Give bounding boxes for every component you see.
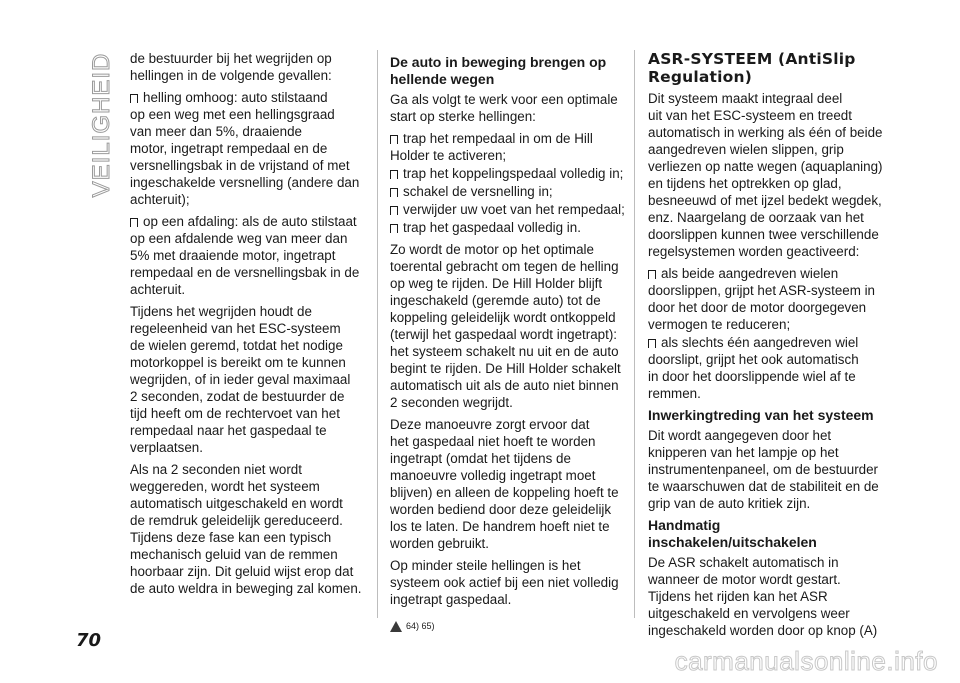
paragraph: Zo wordt de motor op het optimale toerental gebracht om tegen de helling op weg te rijden. De Hill Holder blijft ingeschakeld (geremde auto) tot de koppeling geleidelijk wordt ontkoppeld (terwijl het gaspedaal wordt ingetrapt): het systeem schakelt nu uit en de auto begint te rijden. De Hill Holder schakelt automatisch uit als de auto niet binnen 2 seconden wegrijdt. [390, 242, 621, 410]
column-2 [390, 50, 625, 635]
warning-triangle-icon [390, 621, 402, 632]
page-number: 70 [76, 630, 102, 651]
column-1 [130, 50, 362, 602]
section-heading: ASR-SYSTEEM (AntiSlip Regulation) [648, 50, 856, 86]
column-3 [648, 50, 883, 644]
column-divider [634, 50, 635, 618]
paragraph: Als na 2 seconden niet wordt weggereden, wordt het systeem automatisch uitgeschakeld en wordt de remdruk geleidelijk gereduceerd. Tijdens deze fase kan een typisch mechanisch geluid van de remmen hoorbaar zijn. Dit geluid wijst erop dat de auto weldra in beweging zal komen. [130, 462, 362, 596]
bullet-item: trap het rempedaal in om de Hill Holder te activeren; [390, 130, 622, 164]
paragraph: de bestuurder bij het wegrijden op hellingen in de volgende gevallen: [130, 51, 332, 83]
section-heading: De auto in beweging brengen op hellende wegen [390, 54, 607, 87]
paragraph: De ASR schakelt automatisch in wanneer de motor wordt gestart. Tijdens het rijden kan het ASR uitgeschakeld en vervolgens weer ingeschakeld worden door op knop (A) [648, 555, 878, 638]
paragraph: Tijdens het wegrijden houdt de regeleenheid van het ESC-systeem de wielen geremd, totdat het nodige motorkoppel is bereikt om te kunnen wegrijden, of in ieder geval maximaal 2 seconden, zodat de bestuurder de tijd heeft om de rechtervoet van het rempedaal naar het gaspedaal te verplaatsen. [130, 304, 351, 455]
paragraph: Deze manoeuvre zorgt ervoor dat het gaspedaal niet hoeft te worden ingetrapt (omdat het tijdens de manoeuvre volledig ingetrapt moet blijven) en alleen de koppeling hoeft te worden bediend door deze geleidelijk los te laten. De handrem hoeft niet te worden gebruikt. [390, 417, 619, 551]
subsection-heading: Handmatig inschakelen/uitschakelen [648, 517, 817, 550]
bullet-item: op een afdaling: als de auto stilstaat op een afdalende weg van meer dan 5% met draaiende motor, ingetrapt rempedaal en de versnellingsbak in de achteruit. [130, 213, 362, 298]
bullet-item: trap het gaspedaal volledig in. [390, 219, 622, 236]
watermark: carmanualsonline.info [674, 646, 938, 676]
column-divider [377, 50, 378, 618]
section-label: VEILIGHEID [88, 52, 115, 198]
bullet-item: schakel de versnelling in; [390, 183, 622, 200]
paragraph: Dit systeem maakt integraal deel uit van het ESC-systeem en treedt automatisch in werking als één of beide aangedreven wielen slippen, grip verliezen op natte wegen (aquaplaning) en tijdens het optrekken op glad, besneeuwd of met ijzel bedekt wegdek, enz. Naargelang de oorzaak van het doorslippen kunnen twee verschillende regelsystemen worden geactiveerd: [648, 91, 883, 259]
paragraph: Dit wordt aangegeven door het knipperen van het lampje op het instrumentenpaneel, om de bestuurder te waarschuwen dat de stabiliteit en de grip van de auto kritiek zijn. [648, 428, 879, 511]
bullet-item: als beide aangedreven wielen doorslippen, grijpt het ASR-systeem in door het door de motor doorgegeven vermogen te reduceren; [648, 265, 880, 333]
paragraph: Op minder steile hellingen is het systeem ook actief bij een niet volledig ingetrapt gaspedaal. [390, 558, 619, 607]
bullet-item: als slechts één aangedreven wiel doorslipt, grijpt het ook automatisch in door het doorslippende wiel af te remmen. [648, 334, 880, 402]
subsection-heading: Inwerkingtreding van het systeem [648, 407, 874, 423]
warning-references: 64) 65) [390, 618, 622, 635]
bullet-item: trap het koppelingspedaal volledig in; [390, 165, 622, 182]
bullet-item: helling omhoog: auto stilstaand op een weg met een hellingsgraad van meer dan 5%, draaiende motor, ingetrapt rempedaal en de versnellingsbak in de vrijstand of met ingeschakelde versnelling (andere dan achteruit); [130, 89, 362, 208]
paragraph: Ga als volgt te werk voor een optimale start op sterke hellingen: [390, 92, 618, 124]
bullet-item: verwijder uw voet van het rempedaal; [390, 201, 622, 218]
